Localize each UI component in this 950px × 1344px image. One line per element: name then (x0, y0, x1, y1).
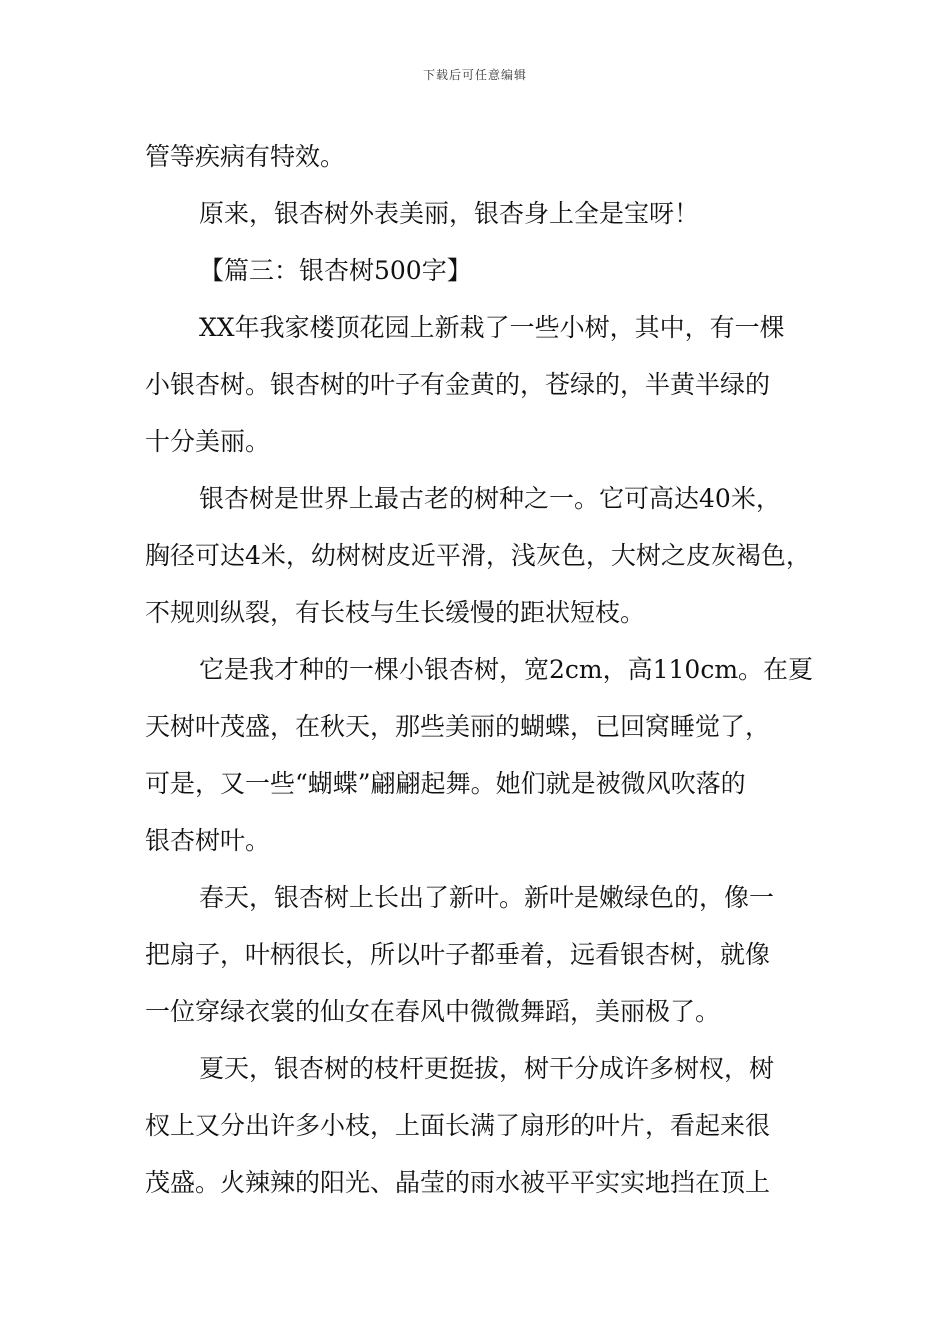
text-line: 春天，银杏树上长出了新叶。新叶是嫩绿色的，像一 (199, 883, 775, 912)
text-line: 银杏树叶。 (145, 826, 271, 855)
text-line: XX年我家楼顶花园上新栽了一些小树，其中，有一棵 (199, 313, 785, 342)
text-line: 胸径可达4米，幼树树皮近平滑，浅灰色，大树之皮灰褐色， (145, 541, 811, 570)
text-line: 杈上又分出许多小枝，上面长满了扇形的叶片，看起来很 (145, 1111, 771, 1140)
section-heading: 【篇三：银杏树500字】 (199, 256, 472, 285)
text-line: 银杏树是世界上最古老的树种之一。它可高达40米， (199, 484, 781, 513)
text-line: 夏天，银杏树的枝杆更挺拔，树干分成许多树杈，树 (199, 1054, 775, 1083)
text-line: 十分美丽。 (145, 427, 271, 456)
text-line: 一位穿绿衣裳的仙女在春风中微微舞蹈，美丽极了。 (145, 997, 721, 1026)
page-header: 下载后可任意编辑 (422, 68, 527, 82)
text-line: 可是，又一些“蝴蝶”翩翩起舞。她们就是被微风吹落的 (145, 769, 746, 798)
text-line: 天树叶茂盛，在秋天，那些美丽的蝴蝶，已回窝睡觉了， (145, 712, 771, 741)
text-line: 小银杏树。银杏树的叶子有金黄的，苍绿的，半黄半绿的 (145, 370, 771, 399)
text-line: 原来，银杏树外表美丽，银杏身上全是宝呀！ (199, 199, 700, 228)
text-line: 把扇子，叶柄很长，所以叶子都垂着，远看银杏树，就像 (145, 940, 771, 969)
text-line: 不规则纵裂，有长枝与生长缓慢的距状短枝。 (145, 598, 646, 627)
text-line: 它是我才种的一棵小银杏树，宽2cm，高110cm。在夏 (199, 655, 814, 684)
text-line: 管等疾病有特效。 (145, 142, 346, 171)
text-line: 茂盛。火辣辣的阳光、晶莹的雨水被平平实实地挡在顶上 (145, 1168, 771, 1197)
document-body (145, 128, 814, 1211)
